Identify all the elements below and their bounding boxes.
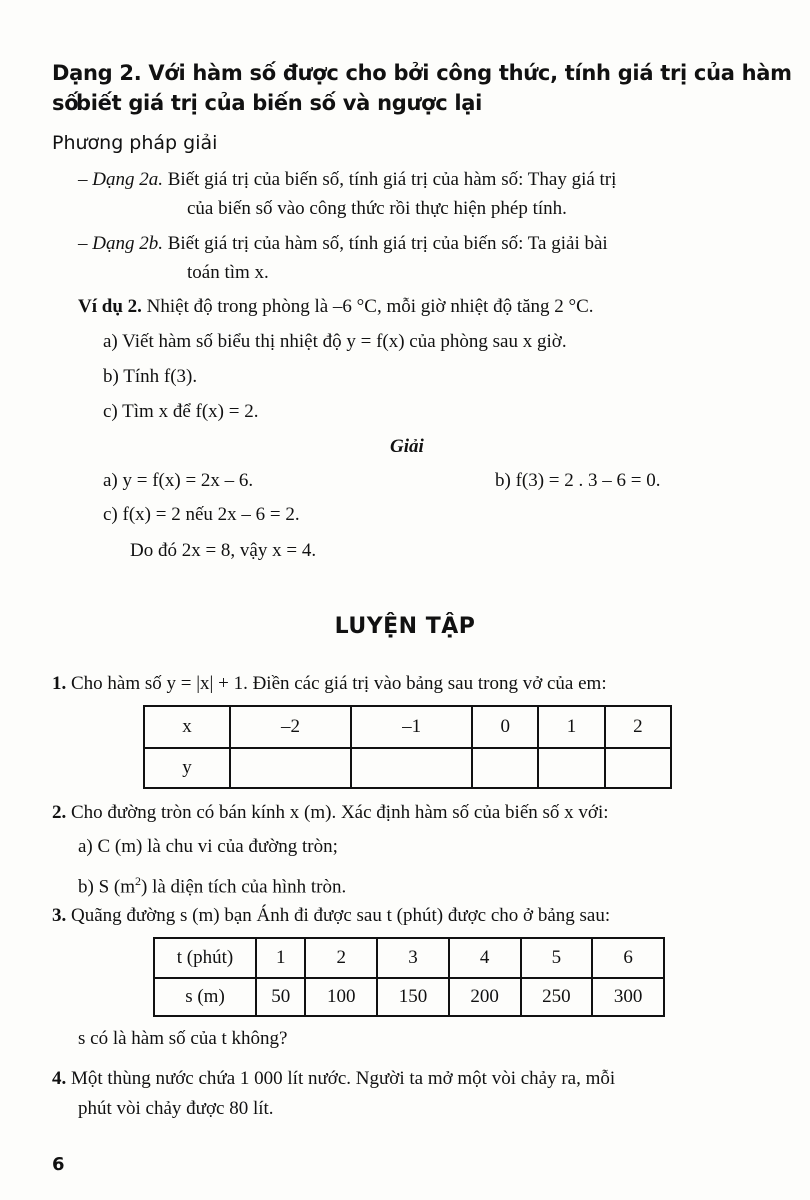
table-cell: 100 — [305, 978, 377, 1016]
table-cell: 3 — [377, 938, 449, 978]
exercise-2 — [52, 798, 609, 828]
table-cell — [351, 748, 472, 788]
section-heading-line2: biết giá trị của biến số và ngược lại — [76, 91, 483, 115]
example-statement — [78, 292, 594, 322]
method-item-b-label: – Dạng 2b. — [78, 233, 163, 254]
example-part-a: a) Viết hàm số biểu thị nhiệt độ y = f(x) của phòng sau x giờ. — [103, 331, 567, 352]
solution-heading: Giải — [390, 436, 424, 457]
exercise-4-number: 4. — [52, 1068, 67, 1089]
exercise-1 — [52, 669, 607, 699]
table-cell — [538, 748, 604, 788]
exercise-2-number: 2. — [52, 802, 67, 823]
table-cell: x — [144, 706, 230, 748]
table-row — [144, 706, 671, 748]
table-cell: y — [144, 748, 230, 788]
solution-b: b) f(3) = 2 . 3 – 6 = 0. — [495, 470, 661, 491]
exercise-2-part-b-sup: 2 — [135, 874, 141, 888]
solution-c: c) f(x) = 2 nếu 2x – 6 = 2. — [103, 504, 300, 525]
exercise-3-question: s có là hàm số của t không? — [78, 1028, 288, 1049]
example-part-b: b) Tính f(3). — [103, 366, 198, 387]
solution-c-conclusion: Do đó 2x = 8, vậy x = 4. — [130, 540, 317, 561]
section-heading-line1: Dạng 2. Với hàm số được cho bởi công thức, tính giá trị của hàm số — [52, 61, 792, 115]
exercise-2-text: Cho đường tròn có bán kính x (m). Xác định hàm số của biến số x với: — [71, 802, 609, 823]
table-cell: 5 — [521, 938, 593, 978]
method-item-a-text: Biết giá trị của biến số, tính giá trị của hàm số: Thay giá trị — [167, 169, 617, 190]
exercise-2-part-b-pre: b) S (m — [78, 876, 135, 898]
practice-title: LUYỆN TẬP — [334, 614, 476, 639]
table-cell: 200 — [449, 978, 521, 1016]
exercise-3 — [52, 901, 610, 931]
solution-a: a) y = f(x) = 2x – 6. — [103, 470, 254, 491]
table-cell: 1 — [256, 938, 305, 978]
exercise-1-table — [143, 705, 672, 789]
method-item-a-label: – Dạng 2a. — [78, 169, 163, 190]
table-cell — [472, 748, 538, 788]
table-cell: 250 — [521, 978, 593, 1016]
table-row — [154, 938, 664, 978]
method-item-b-cont: toán tìm x. — [187, 262, 269, 283]
table-cell: 50 — [256, 978, 305, 1016]
exercise-3-number: 3. — [52, 905, 67, 926]
table-cell: 6 — [592, 938, 664, 978]
table-cell: 4 — [449, 938, 521, 978]
table-cell — [230, 748, 351, 788]
table-cell: 2 — [605, 706, 671, 748]
method-item-a — [78, 165, 616, 195]
example-part-c: c) Tìm x để f(x) = 2. — [103, 401, 259, 422]
method-item-b-text: Biết giá trị của hàm số, tính giá trị của biến số: Ta giải bài — [167, 233, 608, 254]
method-item-a-cont: của biến số vào công thức rồi thực hiện phép tính. — [187, 198, 567, 219]
table-cell: 2 — [305, 938, 377, 978]
exercise-3-text: Quãng đường s (m) bạn Ánh đi được sau t (phút) được cho ở bảng sau: — [71, 905, 611, 926]
exercise-1-text: Cho hàm số y = |x| + 1. Điền các giá trị vào bảng sau trong vở của em: — [71, 673, 607, 694]
method-heading: Phương pháp giải — [52, 132, 218, 154]
table-cell: t (phút) — [154, 938, 256, 978]
table-row — [154, 978, 664, 1016]
exercise-1-number: 1. — [52, 673, 67, 694]
exercise-4-text: Một thùng nước chứa 1 000 lít nước. Người ta mở một vòi chảy ra, mỗi — [71, 1068, 616, 1089]
exercise-2-part-b-post: ) là diện tích của hình tròn. — [141, 876, 347, 898]
exercise-4-cont: phút vòi chảy được 80 lít. — [78, 1098, 274, 1119]
exercise-3-table — [153, 937, 665, 1017]
table-cell: –2 — [230, 706, 351, 748]
table-cell: –1 — [351, 706, 472, 748]
table-cell: s (m) — [154, 978, 256, 1016]
example-text: Nhiệt độ trong phòng là –6 °C, mỗi giờ nhiệt độ tăng 2 °C. — [146, 296, 594, 317]
exercise-2-part-b — [78, 866, 346, 902]
table-cell: 1 — [538, 706, 604, 748]
example-label: Ví dụ 2. — [78, 296, 142, 317]
page-number: 6 — [52, 1154, 65, 1175]
table-row — [144, 748, 671, 788]
exercise-2-part-a: a) C (m) là chu vi của đường tròn; — [78, 836, 338, 857]
table-cell: 0 — [472, 706, 538, 748]
table-cell — [605, 748, 671, 788]
table-cell: 300 — [592, 978, 664, 1016]
exercise-4 — [52, 1064, 615, 1094]
table-cell: 150 — [377, 978, 449, 1016]
method-item-b — [78, 229, 608, 259]
